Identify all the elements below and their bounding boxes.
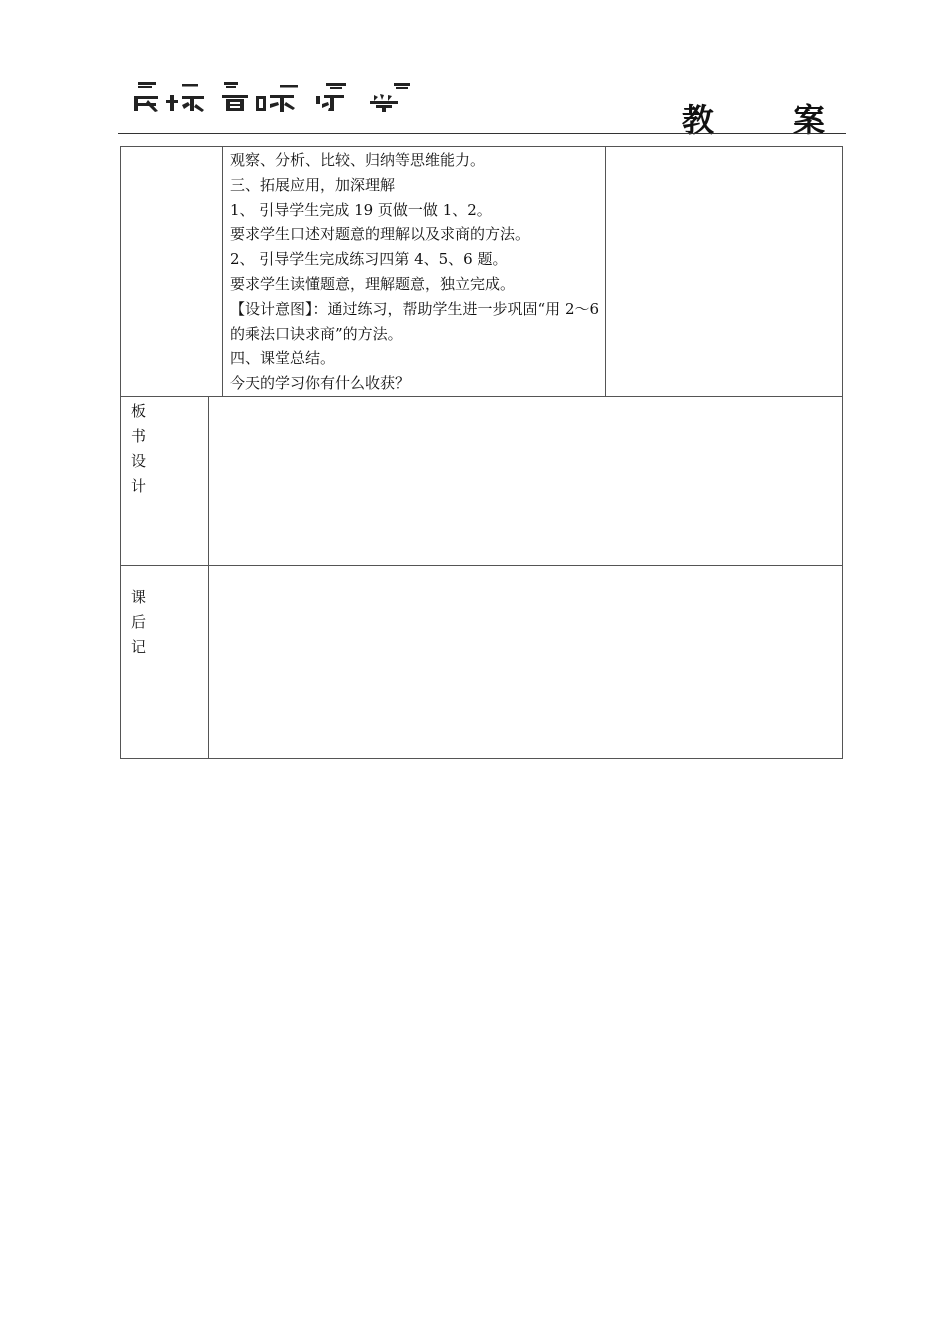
school-logo <box>130 78 425 112</box>
row-divider <box>120 396 843 397</box>
document-title: 教 案 <box>681 101 859 139</box>
column-divider <box>208 396 209 759</box>
text-line: 四、课堂总结。 <box>230 349 336 368</box>
text-line: 三、拓展应用，加深理解 <box>230 175 396 194</box>
text-line: 要求学生读懂题意，理解题意，独立完成。 <box>230 274 516 293</box>
text-line: 今天的学习你有什么收获？ <box>230 374 411 393</box>
text-line: 1、 引导学生完成 19 页做一做 1、2。 <box>230 200 492 219</box>
text-line: 2、 引导学生完成练习四第 4、5、6 题。 <box>230 250 508 269</box>
text-line: 观察、分析、比较、归纳等思维能力。 <box>230 151 486 169</box>
column-divider <box>605 146 606 397</box>
after-class-notes-label: 课 后 记 <box>131 588 147 656</box>
board-design-label: 板 书 设 计 <box>131 402 147 495</box>
header-divider <box>118 133 846 134</box>
design-intent-text: 【设计意图】：通过练习，帮助学生进一步巩固“用 2～6 的乘法口诀求商”的方法。 <box>230 299 600 343</box>
row-divider <box>120 565 843 566</box>
column-divider <box>222 146 223 397</box>
school-logo-calligraphy <box>130 78 425 112</box>
text-line: 要求学生口述对题意的理解以及求商的方法。 <box>230 225 531 244</box>
teaching-process-text <box>230 148 605 396</box>
